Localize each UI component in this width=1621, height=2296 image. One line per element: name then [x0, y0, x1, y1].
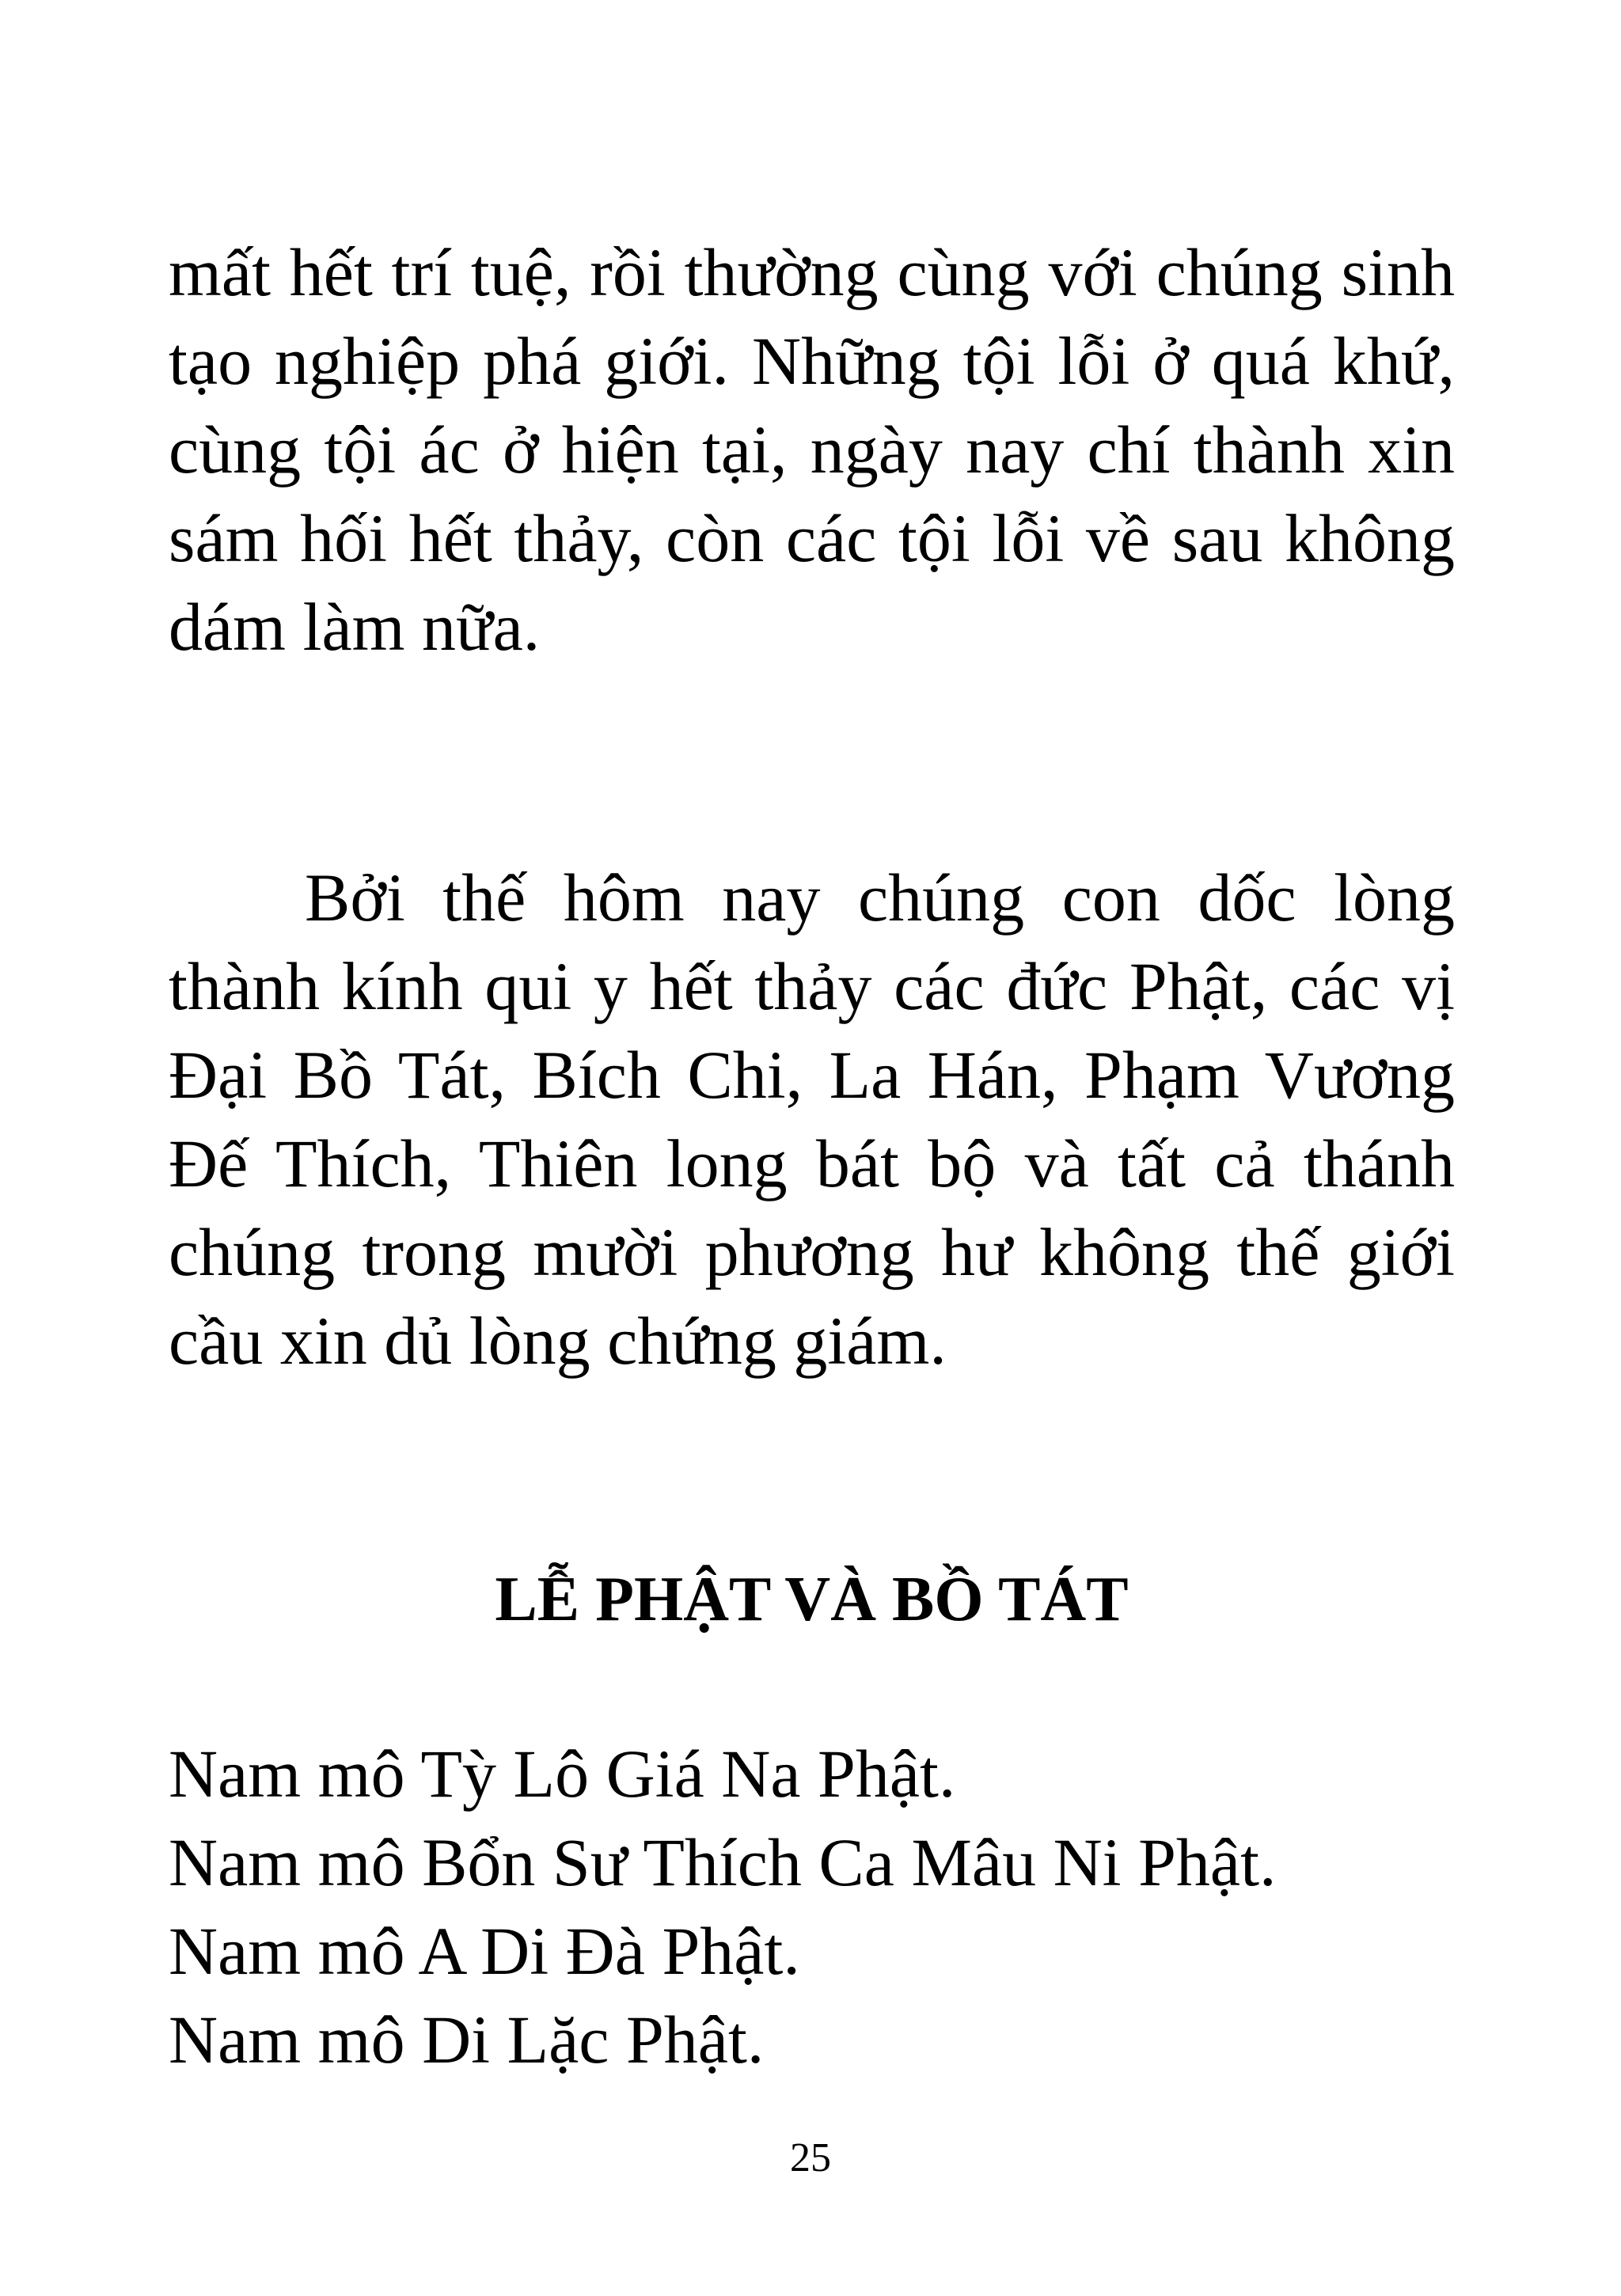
invocation-line: Nam mô Bổn Sư Thích Ca Mâu Ni Phật.: [169, 1824, 1277, 1900]
section-heading: LỄ PHẬT VÀ BỒ TÁT: [495, 1565, 1129, 1634]
page-number: 25: [790, 2135, 831, 2180]
invocation-line: Nam mô Di Lặc Phật.: [169, 2002, 765, 2078]
invocation-line: Nam mô A Di Đà Phật.: [169, 1913, 800, 1989]
invocation-list: [169, 1729, 1514, 2084]
paragraph-repentance: mất hết trí tuệ, rồi thường cùng với chúng sinh tạo nghiệp phá giới. Những tội lỗi ở quá khứ, cùng tội ác ở hiện tại, ngày nay chí thành xin sám hối hết thảy, còn các tội lỗi về sau không dám làm nữa.: [169, 234, 1455, 665]
invocation-line: Nam mô Tỳ Lô Giá Na Phật.: [169, 1736, 956, 1812]
paragraph-refuge: Bởi thế hôm nay chúng con dốc lòng thành kính qui y hết thảy các đức Phật, các vị Đại Bồ Tát, Bích Chi, La Hán, Phạm Vương Đế Thích, Thiên long bát bộ và tất cả thánh chúng trong mười phương hư không thế giới cầu xin dủ lòng chứng giám.: [169, 860, 1455, 1379]
